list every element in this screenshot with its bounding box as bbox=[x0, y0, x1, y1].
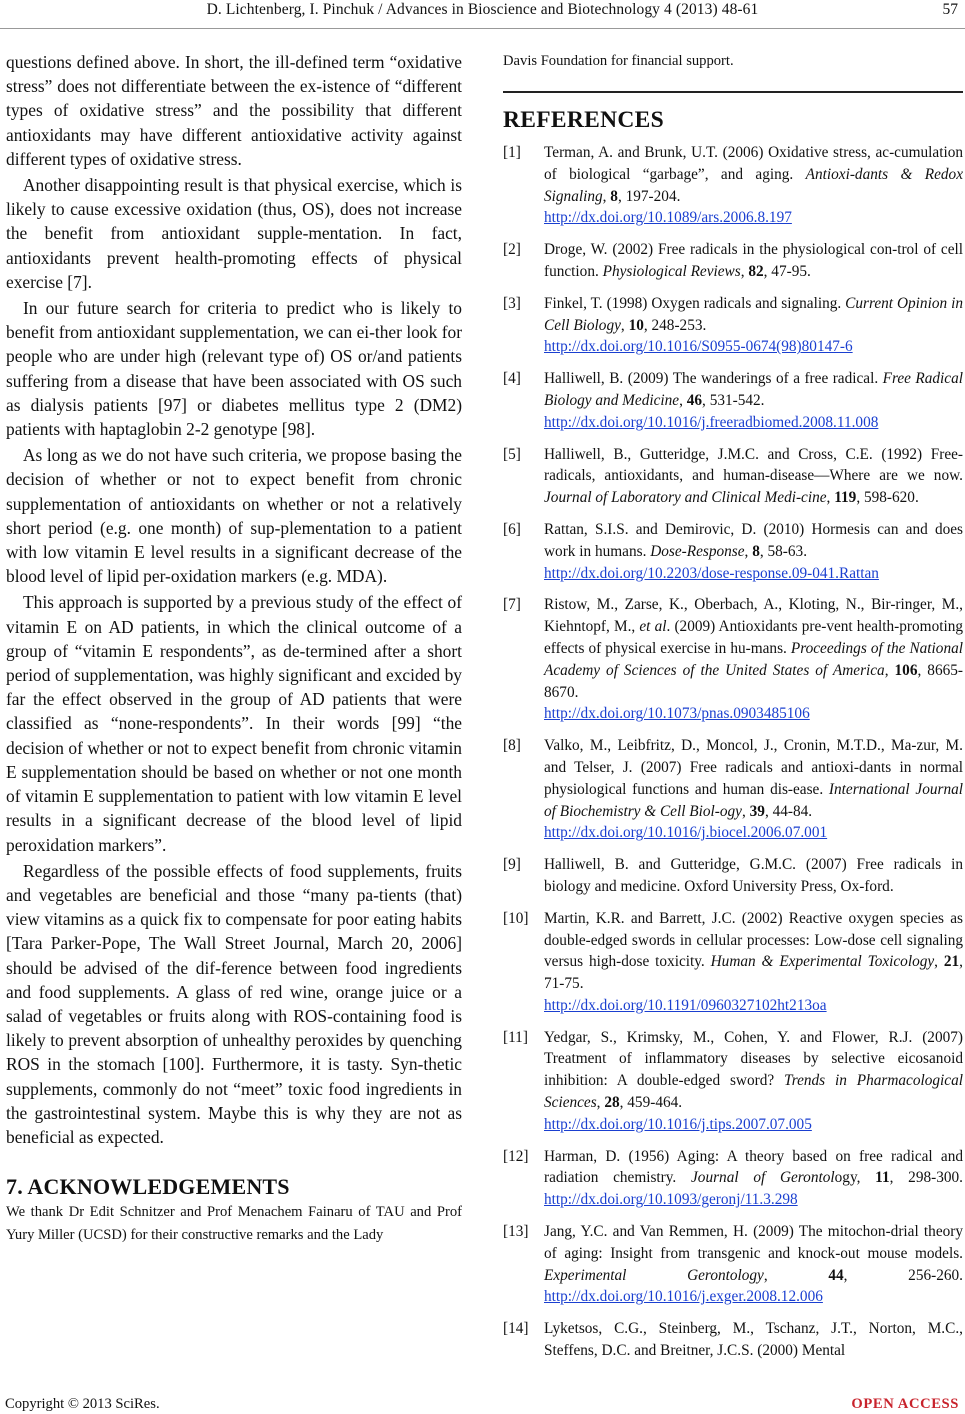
reference-item bbox=[503, 1027, 963, 1136]
reference-pages: , 256-260. bbox=[843, 1266, 963, 1284]
reference-volume: 39 bbox=[749, 802, 765, 820]
reference-text bbox=[544, 1027, 963, 1136]
reference-item bbox=[503, 142, 963, 229]
reference-number: [14] bbox=[503, 1320, 529, 1338]
reference-journal: Dose-Response bbox=[650, 542, 745, 560]
doi-link[interactable]: http://dx.doi.org/10.1016/j.tips.2007.07.005 bbox=[544, 1115, 812, 1133]
reference-separator: , bbox=[884, 661, 895, 679]
references-heading: REFERENCES bbox=[503, 107, 665, 133]
reference-text bbox=[544, 293, 963, 358]
copyright-text: Copyright © 2013 SciRes. bbox=[5, 1396, 160, 1412]
reference-journal: International Journal of Biochemistry & Cell Biol-ogy bbox=[544, 780, 963, 820]
reference-text bbox=[544, 444, 963, 509]
acknowledgements-heading: 7. ACKNOWLEDGEMENTS bbox=[6, 1174, 290, 1200]
reference-volume: 119 bbox=[834, 489, 857, 507]
reference-authors-title: Valko, M., Leibfritz, D., Moncol, J., Cronin, M.T.D., Ma-zur, M. and Telser, J. (2007) Free radicals and antioxi-dants in normal physiological functions and human dis-ease. bbox=[544, 737, 963, 798]
reference-separator: , bbox=[826, 489, 835, 507]
page-header bbox=[0, 0, 965, 30]
reference-pages: , 8665-8670. bbox=[544, 661, 963, 701]
reference-journal: Experimental Gerontology bbox=[544, 1266, 764, 1284]
reference-pages: , 71-75. bbox=[544, 953, 963, 993]
reference-item bbox=[503, 293, 963, 358]
reference-authors-title: Lyketsos, C.G., Steinberg, M., Tschanz, J.T., Norton, M.C., Steffens, D.C. and Breitner, J.C.S. (2000) Mental bbox=[544, 1320, 963, 1360]
reference-number: [10] bbox=[503, 909, 529, 927]
doi-link[interactable]: http://dx.doi.org/10.1073/pnas.0903485106 bbox=[544, 705, 810, 723]
reference-pages: , 197-204. bbox=[617, 187, 681, 205]
reference-authors-title: Ristow, M., Zarse, K., Oberbach, A., Kloting, N., Bir-ringer, M., Kiehntopf, M., bbox=[544, 596, 963, 636]
reference-journal: Antioxi-dants & Redox Signaling bbox=[544, 165, 963, 205]
running-title: D. Lichtenberg, I. Pinchuk / Advances in Bioscience and Biotechnology 4 (2013) 48-61 bbox=[206, 1, 759, 18]
reference-number: [3] bbox=[503, 294, 521, 312]
reference-number: [5] bbox=[503, 445, 521, 463]
page-footer bbox=[0, 1396, 965, 1414]
reference-volume: 28 bbox=[604, 1094, 620, 1112]
header-rule bbox=[0, 28, 965, 29]
open-access-label: OPEN ACCESS bbox=[851, 1396, 959, 1412]
reference-authors-title: Halliwell, B. (2009) The wanderings of a free radical. bbox=[544, 370, 883, 388]
reference-number: [13] bbox=[503, 1223, 529, 1241]
reference-text bbox=[544, 519, 963, 584]
reference-authors-title: Rattan, S.I.S. and Demirovic, D. (2010) Hormesis can and does work in humans. bbox=[544, 520, 963, 560]
doi-link[interactable]: http://dx.doi.org/10.1093/geronj/11.3.298 bbox=[544, 1191, 798, 1209]
reference-volume: 106 bbox=[894, 661, 918, 679]
reference-separator: , bbox=[596, 1094, 605, 1112]
reference-volume: 8 bbox=[610, 187, 618, 205]
body-paragraph: This approach is supported by a previous study of the effect of vitamin E on AD patients, in which the clinical outcome of a group of “vitamin E respondents”, as de-termined after a short period of supplementation, was highly significant and excided by far the effect observed in the group of AD patients that were classified as “none-respondents”. In their words [99] “the decision of whether or not to expect benefit from chronic vitamin E supplementation should be based on whether or not one month of vitamin E supplementation to patient with low vitamin E level results in a significant decrease of the blood level of lipid peroxidation markers”. bbox=[6, 592, 462, 855]
reference-et-al: et al bbox=[639, 618, 667, 636]
reference-journal: Physiological Reviews bbox=[602, 262, 741, 280]
body-paragraph: In our future search for criteria to predict who is likely to benefit from antioxidant supplementation, we can ei-ther look for people who are under high (relevant type of) OS or/and patients suffering from a disease that have been associated with OS such as dialysis patients [97] or diabetes mellitus type 2 (DM2) patients with haptaglobin 2-2 genotype [98]. bbox=[6, 298, 462, 440]
doi-link[interactable]: http://dx.doi.org/10.1016/j.biocel.2006.07.001 bbox=[544, 824, 828, 842]
reference-number: [6] bbox=[503, 520, 521, 538]
reference-item bbox=[503, 594, 963, 725]
reference-number: [7] bbox=[503, 596, 521, 614]
reference-text bbox=[544, 1318, 963, 1362]
reference-text bbox=[544, 735, 963, 844]
reference-text bbox=[544, 368, 963, 433]
page-number: 57 bbox=[942, 1, 958, 18]
right-column bbox=[503, 50, 963, 1372]
reference-item bbox=[503, 1146, 963, 1211]
reference-journal: Journal of Laboratory and Clinical Medi-cine bbox=[544, 489, 827, 507]
reference-separator: , bbox=[740, 262, 749, 280]
reference-authors-title: Terman, A. and Brunk, U.T. (2006) Oxidative stress, ac-cumulation of biological “garbage”, and aging. bbox=[544, 144, 963, 183]
reference-separator: ogy, bbox=[834, 1169, 876, 1187]
reference-separator: , bbox=[741, 802, 750, 820]
reference-separator: , bbox=[763, 1266, 829, 1284]
reference-pages: , 459-464. bbox=[619, 1094, 683, 1112]
reference-item bbox=[503, 735, 963, 844]
reference-text bbox=[544, 908, 963, 1017]
body-paragraph: Another disappointing result is that physical exercise, which is likely to cause excessive oxidation (thus, OS), does not increase the benefit from antioxidant supple-mentation. In fact, antioxidants prevent health-promoting effects of physical exercise [7]. bbox=[6, 175, 462, 292]
reference-authors-title: Halliwell, B., Gutteridge, J.M.C. and Cross, C.E. (1992) Free-radicals, antioxidants, and human-disease—Where are we now. bbox=[544, 445, 963, 485]
reference-number: [2] bbox=[503, 241, 521, 259]
reference-authors-title: Harman, D. (1956) Aging: A theory based on free radical and radiation chemistry. bbox=[544, 1147, 963, 1187]
reference-number: [1] bbox=[503, 144, 521, 161]
left-column bbox=[6, 50, 462, 1247]
reference-pages: , 58-63. bbox=[759, 542, 808, 560]
reference-pages: , 47-95. bbox=[763, 262, 811, 280]
body-paragraph: Regardless of the possible effects of food supplements, fruits and vegetables are beneficial and those “many pa-tients (that) view vitamins as a quick fix to compensate for poor eating habits [Tara Parker-Pope, The Wall Street Journal, March 20, 2006] should be advised of the dif-ference between food ingredients and food supplements. A glass of red wine, orange juice or a salad of vegetables or fruits along with ROS-containing food is likely to prevent absorption of unhealthy peroxides by quenching ROS in the stomach [100]. Furthermore, it is tasty. Syn-thetic supplements, commonly do not “meet” toxic food ingredients in the gastrointestinal system. Maybe this is why they are not as beneficial as expected. bbox=[6, 860, 462, 1147]
reference-volume: 11 bbox=[875, 1169, 890, 1187]
reference-pages: , 44-84. bbox=[764, 802, 813, 820]
reference-authors-title: Droge, W. (2002) Free radicals in the physiological con-trol of cell function. bbox=[544, 241, 963, 280]
doi-link[interactable]: http://dx.doi.org/10.1016/j.exger.2008.12.006 bbox=[544, 1288, 823, 1306]
reference-authors-title: Finkel, T. (1998) Oxygen radicals and signaling. bbox=[544, 294, 846, 312]
reference-separator: , bbox=[602, 187, 611, 205]
acknowledgements-text: We thank Dr Edit Schnitzer and Prof Menachem Fainaru of TAU and Prof Yury Miller (UCSD) for their constructive remarks and the Lady bbox=[6, 1204, 462, 1244]
reference-journal: Free Radical Biology and Medicine bbox=[544, 370, 963, 409]
reference-separator: , bbox=[934, 953, 944, 971]
reference-authors-title: Martin, K.R. and Barrett, J.C. (2002) Reactive oxygen species as double-edged swords in cellular processes: Low-dose cell signaling versus high-dose toxicity. bbox=[544, 909, 963, 971]
body-paragraph: As long as we do not have such criteria, we propose basing the decision of whether or not to expect benefit from chronic supplementation of antioxidants on whether or not a relatively short period (e.g. one month) of sup-plementation to a patient with low vitamin E level results in a significant decrease of the blood level of lipid per-oxidation markers (e.g. MDA). bbox=[6, 445, 462, 587]
reference-number: [8] bbox=[503, 737, 521, 755]
reference-authors-title: Jang, Y.C. and Van Remmen, H. (2009) The mitochon-drial theory of aging: Insight from transgenic and knock-out mouse models. bbox=[544, 1223, 963, 1262]
reference-text bbox=[544, 594, 963, 725]
reference-separator: , bbox=[620, 316, 629, 334]
reference-volume: 10 bbox=[628, 316, 644, 334]
reference-number: [9] bbox=[503, 856, 521, 874]
reference-separator: , bbox=[679, 391, 687, 409]
references-rule bbox=[503, 91, 963, 93]
reference-number: [11] bbox=[503, 1028, 528, 1046]
reference-journal: Journal of Gerontol bbox=[691, 1169, 835, 1187]
reference-text bbox=[544, 239, 963, 283]
reference-text bbox=[544, 142, 963, 229]
reference-separator: , bbox=[744, 542, 753, 560]
reference-text bbox=[544, 1221, 963, 1308]
reference-volume: 46 bbox=[686, 391, 703, 409]
reference-item bbox=[503, 444, 963, 509]
doi-link[interactable]: http://dx.doi.org/10.1191/0960327102ht213oa bbox=[544, 996, 827, 1014]
reference-item bbox=[503, 239, 963, 283]
reference-pages: , 531-542. bbox=[702, 391, 765, 409]
reference-item bbox=[503, 908, 963, 1017]
reference-text bbox=[544, 854, 963, 898]
reference-title: . (2009) Antioxidants pre-vent health-promoting effects of physical exercise in hu-mans. bbox=[544, 618, 964, 657]
reference-journal: Human & Experimental Toxicology bbox=[710, 953, 935, 971]
reference-item bbox=[503, 1318, 963, 1362]
reference-volume: 82 bbox=[748, 262, 764, 280]
acknowledgements-text-continued: Davis Foundation for financial support. bbox=[503, 53, 734, 69]
doi-link[interactable]: http://dx.doi.org/10.1016/j.freeradbiomed.2008.11.008 bbox=[544, 413, 879, 431]
reference-item bbox=[503, 1221, 963, 1308]
reference-list bbox=[503, 142, 963, 1362]
reference-authors-title: Yedgar, S., Krimsky, M., Cohen, Y. and Flower, R.J. (2007) Treatment of inflammatory diseases by selective eicosanoid inhibition: A double-edged sword? bbox=[544, 1028, 963, 1090]
reference-journal: Proceedings of the National Academy of Sciences of the United States of America bbox=[544, 639, 964, 679]
reference-journal: Trends in Pharmacological Sciences bbox=[544, 1072, 963, 1112]
doi-link[interactable]: http://dx.doi.org/10.1089/ars.2006.8.197 bbox=[544, 209, 792, 227]
reference-volume: 21 bbox=[943, 953, 960, 971]
reference-pages: , 298-300. bbox=[889, 1169, 963, 1187]
reference-volume: 8 bbox=[752, 542, 760, 560]
doi-link[interactable]: http://dx.doi.org/10.1016/S0955-0674(98)80147-6 bbox=[544, 338, 853, 356]
reference-text bbox=[544, 1146, 963, 1211]
reference-pages: , 598-620. bbox=[856, 489, 919, 507]
reference-number: [12] bbox=[503, 1147, 529, 1165]
body-paragraph: questions defined above. In short, the ill-defined term “oxidative stress” does not differentiate between the ex-istence of “different types of oxidative stress” and the possibility that different antioxidants may have different antioxidative activity against different types of oxidative stress. bbox=[6, 52, 462, 169]
doi-link[interactable]: http://dx.doi.org/10.2203/dose-response.09-041.Rattan bbox=[544, 564, 879, 582]
reference-pages: , 248-253. bbox=[643, 316, 707, 334]
reference-authors-title: Halliwell, B. and Gutteridge, G.M.C. (2007) Free radicals in biology and medicine. Oxford University Press, Ox-ford. bbox=[544, 856, 963, 895]
reference-journal: Current Opinion in Cell Biology bbox=[544, 294, 963, 334]
reference-item bbox=[503, 854, 963, 898]
reference-item bbox=[503, 519, 963, 584]
reference-volume: 44 bbox=[828, 1266, 844, 1284]
reference-number: [4] bbox=[503, 370, 521, 388]
reference-item bbox=[503, 368, 963, 433]
